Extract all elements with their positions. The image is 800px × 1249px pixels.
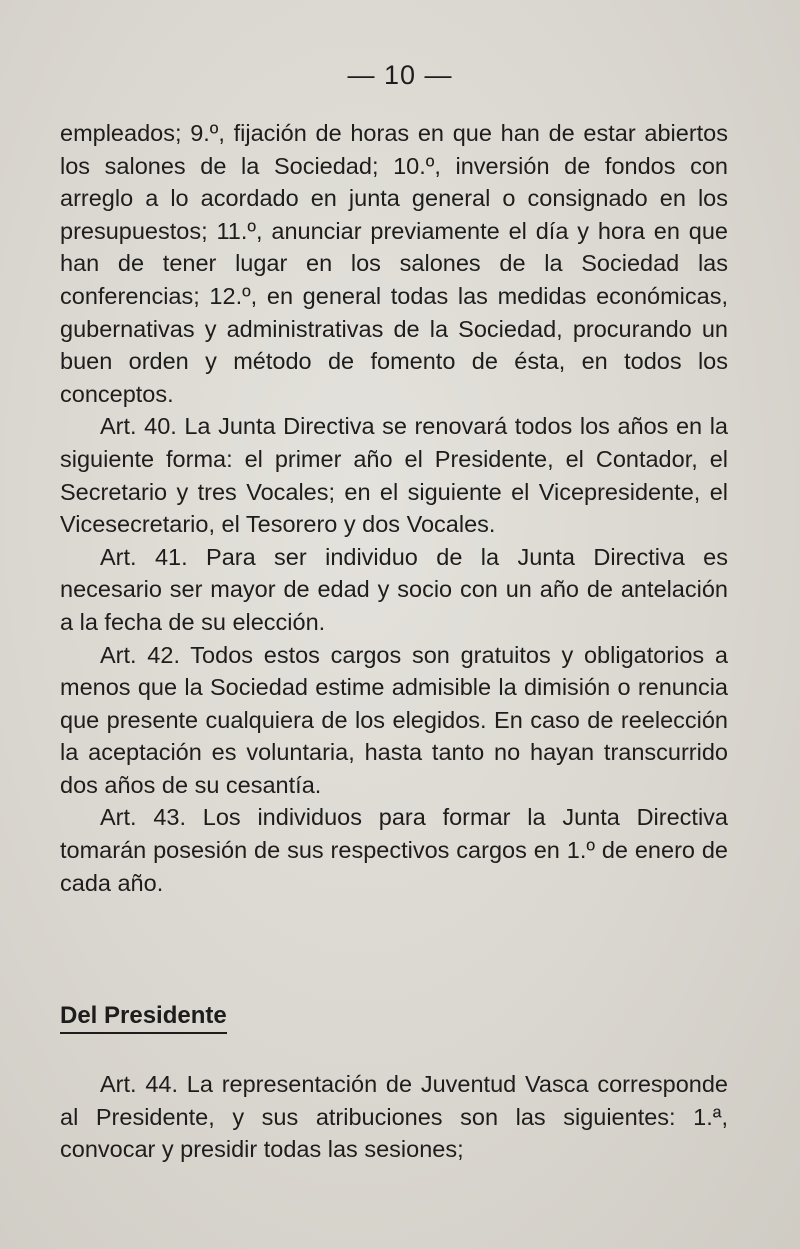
paragraph-continuation: empleados; 9.º, fijación de horas en que han de estar abiertos los salones de la Sociedad; 10.º, inversión de fondos con arreglo a lo acordado en junta general o consignado en los presupuestos; 11.º, anunciar previamente el día y hora en que han de tener lugar en los salones de la Sociedad las conferencias; 12.º, en general todas las medidas económicas, gubernativas y administrativas de la Sociedad, procurando un buen orden y método de fomento de ésta, en todos los conceptos. <box>60 120 728 407</box>
paragraph-art-42: Art. 42. Todos estos cargos son gratuitos y obligatorios a menos que la Sociedad estime admisible la dimisión o renuncia que presente cualquiera de los elegidos. En caso de reelección la aceptación es voluntaria, hasta tanto no hayan transcurrido dos años de su cesantía. <box>60 641 728 798</box>
paragraph-art-41: Art. 41. Para ser individuo de la Junta Directiva es necesario ser mayor de edad y socio con un año de antelación a la fecha de su elección. <box>60 543 728 635</box>
section-heading: Del Presidente <box>60 1002 227 1034</box>
paragraph-art-43: Art. 43. Los individuos para formar la Junta Directiva tomarán posesión de sus respectivos cargos en 1.º de enero de cada año. <box>60 804 728 896</box>
body-text-top <box>60 117 728 899</box>
body-text-bottom <box>60 1068 728 1166</box>
paragraph-art-40: Art. 40. La Junta Directiva se renovará todos los años en la siguiente forma: el primer año el Presidente, el Contador, el Secretario y tres Vocales; en el siguiente el Vicepresidente, el Vicesecretario, el Tesorero y dos Vocales. <box>60 413 728 538</box>
paragraph-art-44: Art. 44. La representación de Juventud Vasca corresponde al Presidente, y sus atribuciones son las siguientes: 1.ª, convocar y presidir todas las sesiones; <box>60 1071 728 1163</box>
page-number: — 10 — <box>347 60 453 90</box>
